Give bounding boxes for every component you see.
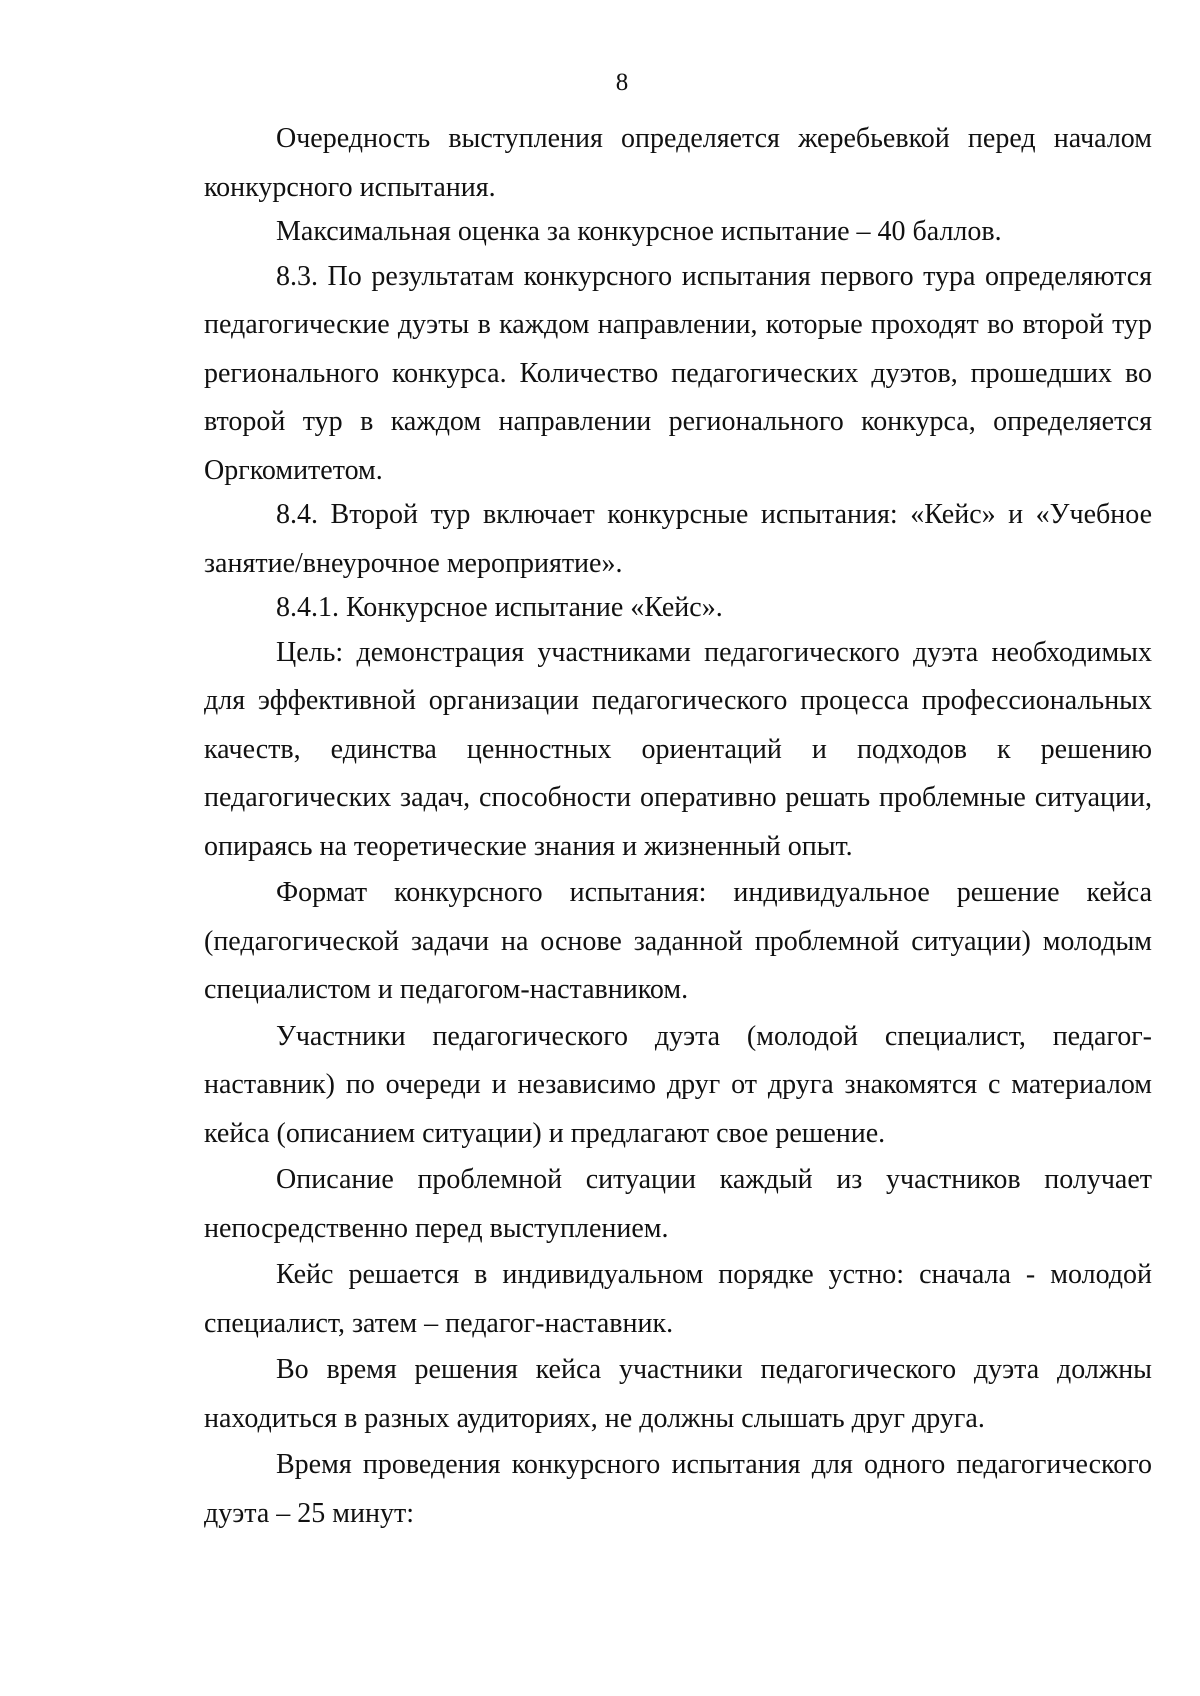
paragraph-description: Описание проблемной ситуации каждый из участников получает непосредственно перед выступлением. (204, 1164, 1152, 1244)
paragraph-order: Очередность выступления определяется жеребьевкой перед началом конкурсного испытания. (204, 123, 1152, 203)
paragraph-max-score: Максимальная оценка за конкурсное испытание – 40 баллов. (276, 216, 1002, 247)
paragraph-goal: Цель: демонстрация участниками педагогического дуэта необходимых для эффективной организации педагогического процесса профессиональных качеств, единства ценностных ориентаций и подходов к решению педагогических задач, способности оперативно решать проблемные ситуации, опираясь на теоретические знания и жизненный опыт. (204, 636, 1152, 862)
page-number: 8 (615, 69, 629, 96)
paragraph-separate-rooms: Во время решения кейса участники педагогического дуэта должны находиться в разных аудиториях, не должны слышать друг друга. (204, 1354, 1152, 1434)
paragraph-duration: Время проведения конкурсного испытания для одного педагогического дуэта – 25 минут: (204, 1449, 1152, 1529)
paragraph-participants: Участники педагогического дуэта (молодой специалист, педагог-наставник) по очереди и независимо друг от друга знакомятся с материалом кейса (описанием ситуации) и предлагают свое решение. (204, 1020, 1152, 1149)
document-body (204, 115, 1152, 1538)
paragraph-8-4: 8.4. Второй тур включает конкурсные испытания: «Кейс» и «Учебное занятие/внеурочное мероприятие». (204, 499, 1152, 579)
paragraph-8-4-1: 8.4.1. Конкурсное испытание «Кейс». (276, 592, 723, 623)
paragraph-8-3: 8.3. По результатам конкурсного испытания первого тура определяются педагогические дуэты в каждом направлении, которые проходят во второй тур регионального конкурса. Количество педагогических дуэтов, прошедших во второй тур в каждом направлении регионального конкурса, определяется Оргкомитетом. (204, 260, 1152, 486)
paragraph-format: Формат конкурсного испытания: индивидуальное решение кейса (педагогической задачи на основе заданной проблемной ситуации) молодым специалистом и педагогом-наставником. (204, 877, 1152, 1005)
paragraph-case-order: Кейс решается в индивидуальном порядке устно: сначала - молодой специалист, затем – педагог-наставник. (204, 1259, 1152, 1339)
